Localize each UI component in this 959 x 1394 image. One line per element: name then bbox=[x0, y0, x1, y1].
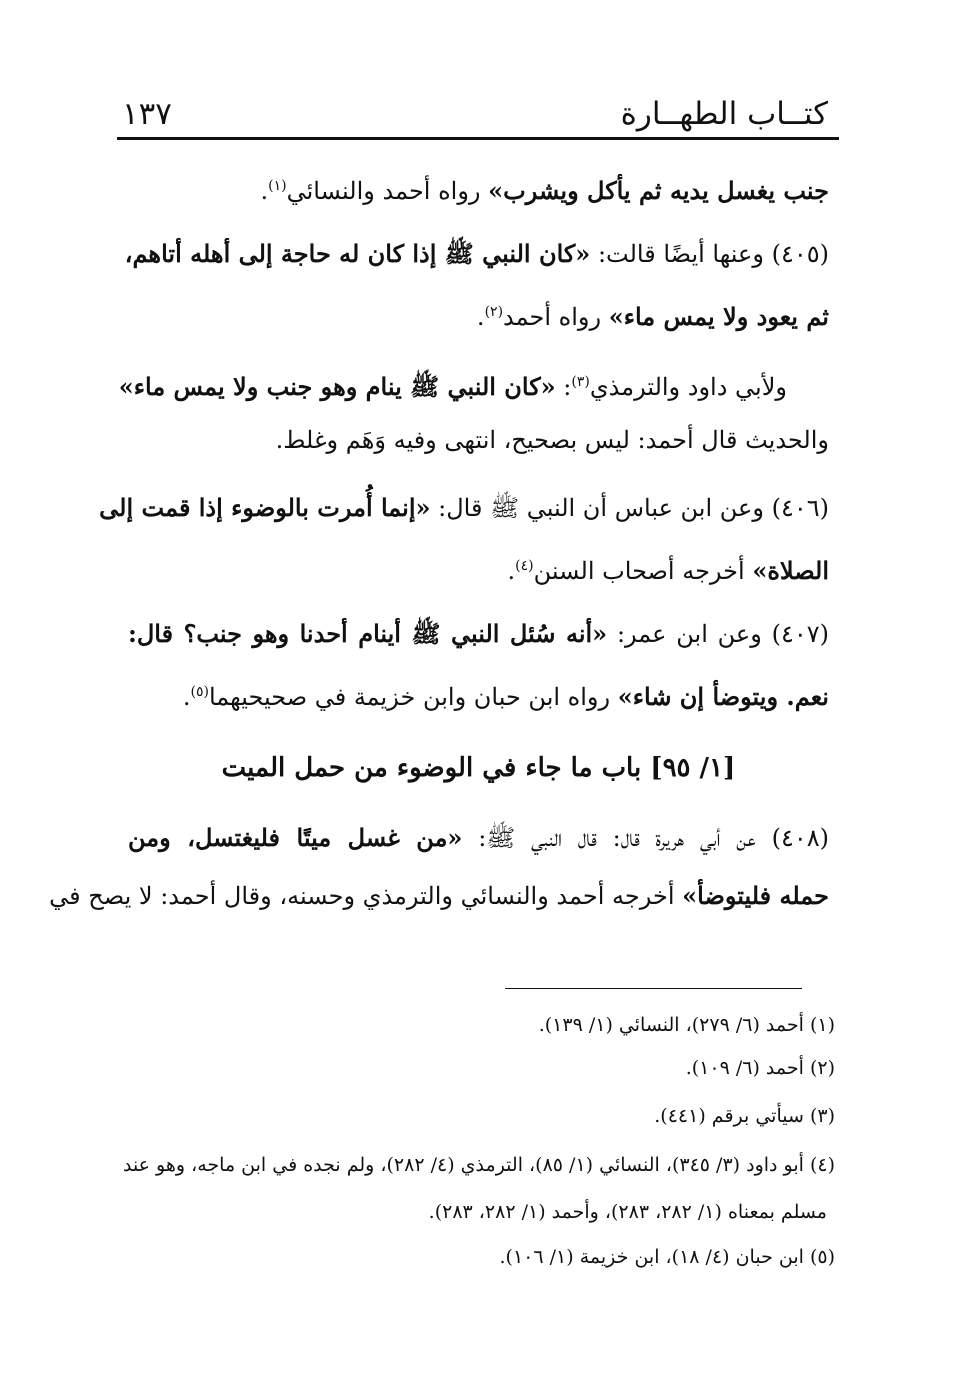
header-rule bbox=[117, 137, 839, 140]
commentary-text: أخرجه أصحاب السنن bbox=[533, 557, 753, 585]
hadith-text: «أنه سُئل النبي ﷺ أينام أحدنا وهو جنب؟ قال: bbox=[128, 619, 608, 648]
line-end: . bbox=[507, 557, 516, 585]
section-heading: [١/ ٩٥] باب ما جاء في الوضوء من حمل الميت bbox=[221, 753, 736, 783]
commentary-text: والحديث قال أحمد: ليس بصحيح، انتهى وفيه وَهَم وغلط. bbox=[275, 426, 829, 454]
text-line-2 bbox=[124, 236, 829, 272]
hadith-text: حمله فليتوضأ» bbox=[682, 881, 829, 910]
hadith-number-text: (٤٠٦) وعن ابن عباس أن النبي ﷺ قال: bbox=[430, 494, 829, 522]
footnote-2: (٢) أحمد (٦/ ١٠٩). bbox=[685, 1057, 835, 1079]
footnote-divider bbox=[505, 988, 802, 989]
footnote-1: (١) أحمد (٦/ ٢٧٩)، النسائي (١/ ١٣٩). bbox=[538, 1014, 835, 1036]
text-line-11 bbox=[49, 878, 829, 914]
text-line-5 bbox=[129, 422, 829, 458]
text-line-10 bbox=[128, 820, 829, 856]
footnote-4-continued: مسلم بمعناه (١/ ٢٨٢، ٢٨٣)، وأحمد (١/ ٢٨٢، ٢٨٣). bbox=[428, 1201, 827, 1223]
text-line-6 bbox=[99, 490, 829, 526]
text-line-9 bbox=[129, 674, 829, 715]
hadith-text: نعم. ويتوضأ إن شاء» bbox=[617, 682, 829, 711]
commentary-text: رواه أحمد والنسائي bbox=[286, 177, 489, 205]
line-end: . bbox=[182, 683, 191, 711]
footnote-4: (٤) أبو داود (٣/ ٣٤٥)، النسائي (١/ ٨٥)، الترمذي (٤/ ٢٨٢)، ولم نجده في ابن ماجه، وهو عند bbox=[122, 1154, 835, 1176]
hadith-number-text: (٤٠٥) وعنها أيضًا قالت: bbox=[590, 240, 829, 268]
hadith-text: ثم يعود ولا يمس ماء» bbox=[608, 302, 829, 331]
text-line-3 bbox=[129, 294, 829, 335]
line-end: . bbox=[476, 303, 485, 331]
hadith-text: «كان النبي ﷺ ينام وهو جنب ولا يمس ماء» bbox=[118, 372, 556, 401]
hadith-text: الصلاة» bbox=[752, 556, 829, 585]
footnote-ref: (٣) bbox=[571, 374, 590, 390]
footnote-ref: (٢) bbox=[484, 304, 504, 320]
commentary-text: أخرجه أحمد والنسائي والترمذي وحسنه، وقال أحمد: لا يصح في bbox=[49, 882, 683, 910]
text-line-4 bbox=[118, 364, 829, 405]
commentary-text: رواه ابن حبان وابن خزيمة في صحيحيهما bbox=[208, 683, 618, 711]
colon: : bbox=[555, 373, 572, 401]
hadith-number-text: (٤٠٧) وعن ابن عمر: bbox=[607, 620, 829, 648]
footnote-3: (٣) سيأتي برقم (٤٤١). bbox=[654, 1105, 835, 1127]
hadith-number-text: (٤٠٨) عن أبي هريرة قال: قال النبي ﷺ: bbox=[462, 824, 829, 852]
footnote-ref: (١) bbox=[268, 178, 287, 194]
text-line-7 bbox=[129, 548, 829, 589]
hadith-text: «من غسل ميتًا فليغتسل، ومن bbox=[128, 823, 463, 852]
page-number: ١٣٧ bbox=[122, 96, 172, 132]
commentary-text: رواه أحمد bbox=[503, 303, 609, 331]
page-header bbox=[122, 92, 836, 136]
footnote-5: (٥) ابن حبان (٤/ ١٨)، ابن خزيمة (١/ ١٠٦). bbox=[499, 1246, 835, 1268]
book-title: كتــاب الطهــارة bbox=[620, 96, 828, 132]
text-line-1 bbox=[129, 168, 829, 209]
hadith-text: «إنما أُمرت بالوضوء إذا قمت إلى bbox=[99, 493, 431, 522]
footnote-ref: (٤) bbox=[515, 558, 534, 574]
footnote-ref: (٥) bbox=[190, 684, 209, 700]
text-line-8 bbox=[128, 616, 829, 652]
line-end: . bbox=[260, 177, 269, 205]
hadith-text: جنب يغسل يديه ثم يأكل ويشرب» bbox=[488, 176, 829, 205]
commentary-text: ولأبي داود والترمذي bbox=[589, 373, 787, 401]
hadith-text: «كان النبي ﷺ إذا كان له حاجة إلى أهله أتاهم، bbox=[124, 239, 591, 268]
